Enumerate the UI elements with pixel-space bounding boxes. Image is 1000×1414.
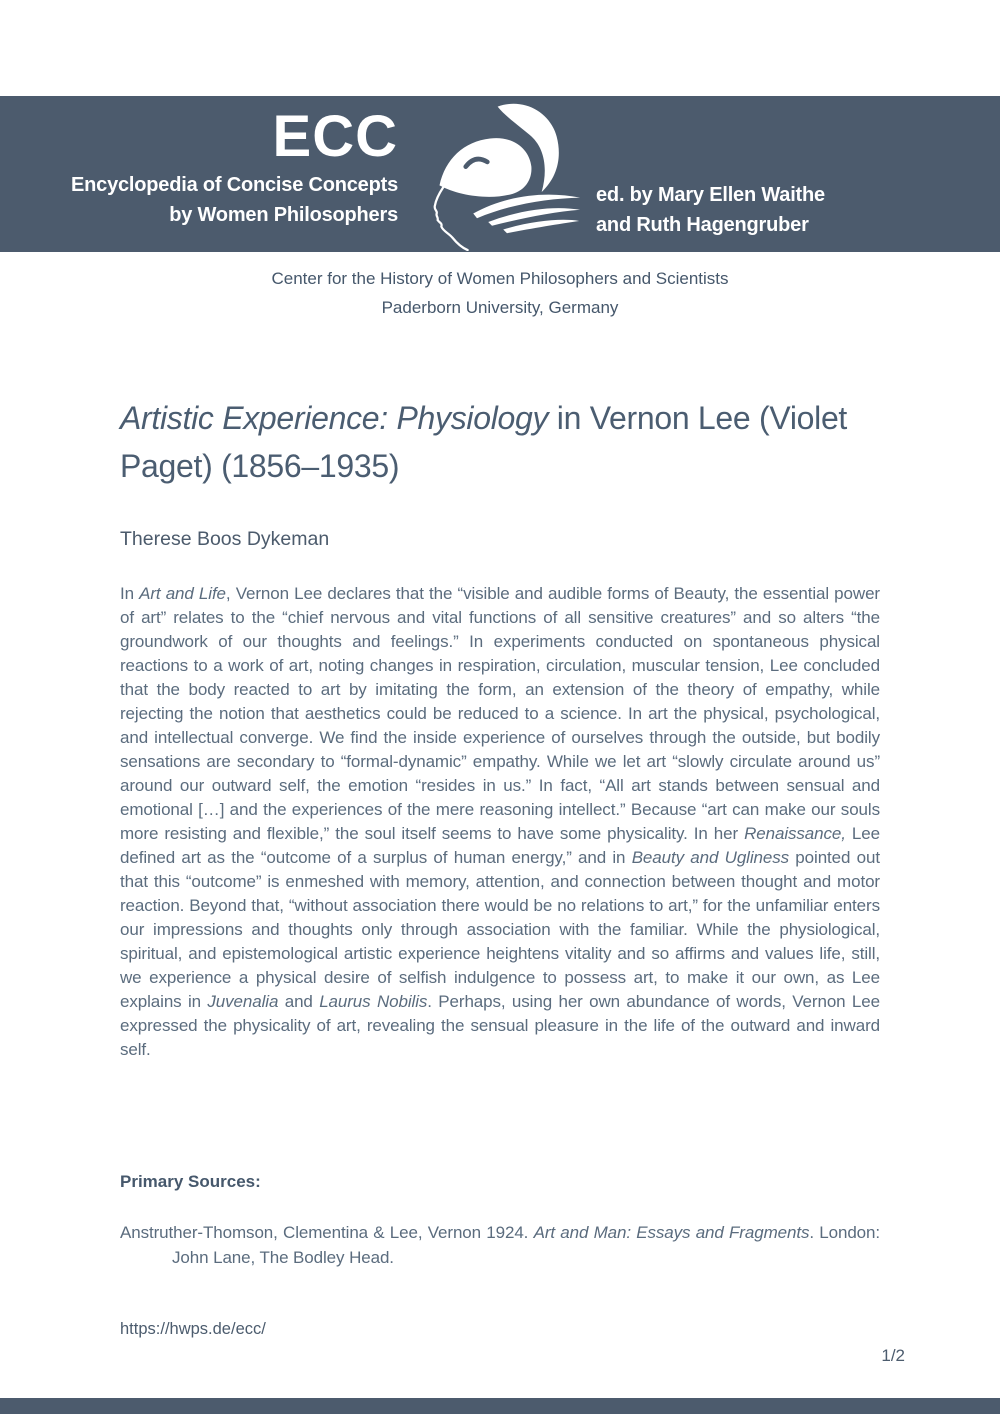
- header-editors-block: [596, 180, 825, 240]
- athena-helmet-profile-icon: [432, 101, 582, 251]
- footer-url-link[interactable]: https://hwps.de/ecc/: [120, 1320, 266, 1338]
- citation-entry: Anstruther-Thomson, Clementina & Lee, Vernon 1924. Art and Man: Essays and Fragments. London: John Lane, The Bodley Head.: [120, 1223, 881, 1267]
- header-left-block: [18, 104, 398, 230]
- affiliation-line2: Paderborn University, Germany: [381, 298, 619, 317]
- page-number: 1/2: [881, 1346, 905, 1365]
- primary-sources-heading: Primary Sources:: [120, 1172, 261, 1191]
- affiliation-line1: Center for the History of Women Philosophers and Scientists: [271, 269, 729, 288]
- editors-line2: and Ruth Hagengruber: [596, 214, 809, 236]
- ecc-logo-text: ECC: [272, 104, 398, 169]
- series-title-line2: by Women Philosophers: [169, 204, 398, 226]
- editors-line1: ed. by Mary Ellen Waithe: [596, 184, 825, 206]
- affiliation-block: [0, 264, 1000, 322]
- article-author: Therese Boos Dykeman: [120, 528, 330, 550]
- series-title-line1: Encyclopedia of Concise Concepts: [70, 174, 398, 196]
- article-title: Artistic Experience: Physiology in Vernon Lee (Violet Paget) (1856–1935): [120, 400, 848, 484]
- article-body: In Art and Life, Vernon Lee declares that the “visible and audible forms of Beauty, the essential power of art” relates to the “chief nervous and vital functions of all sensitive creatures” and so alters “the groundwork of our thoughts and feelings.” In experiments conducted on spontaneous physical reactions to a work of art, noting changes in respiration, circulation, muscular tension, Lee concluded that the body reacted to art by imitating the form, an extension of the theory of empathy, while rejecting the notion that aesthetics could be reduced to a science. In art the physical, psychological, and intellectual converge. We find the inside experience of ourselves through the outside, but bodily sensations are secondary to “formal-dynamic” empathy. While we let art “slowly circulate around us” around our outward self, the emotion “resides in us.” In fact, “All art stands between sensual and emotional […] and the experiences of the mere reasoning intellect.” Because “art can make our souls more resisting and flexible,” the soul itself seems to have some physicality. In her Renaissance, Lee defined art as the “outcome of a surplus of human energy,” and in Beauty and Ugliness pointed out that this “outcome” is enmeshed with memory, attention, and connection between thought and motor reaction. Beyond that, “without association there would be no relations to art,” for the unfamiliar enters our impressions and thoughts only through association with the familiar. While the physiological, spiritual, and epistemological artistic experience heightens vitality and so affirms and values life, still, we experience a physical desire of selfish indulgence to possess art, to make it our own, as Lee explains in Juvenalia and Laurus Nobilis. Perhaps, using her own abundance of words, Vernon Lee expressed the physicality of art, revealing the sensual pleasure in the life of the outward and inward self.: [120, 584, 880, 1059]
- footer-band: [0, 1398, 1000, 1414]
- header-band: [0, 96, 1000, 252]
